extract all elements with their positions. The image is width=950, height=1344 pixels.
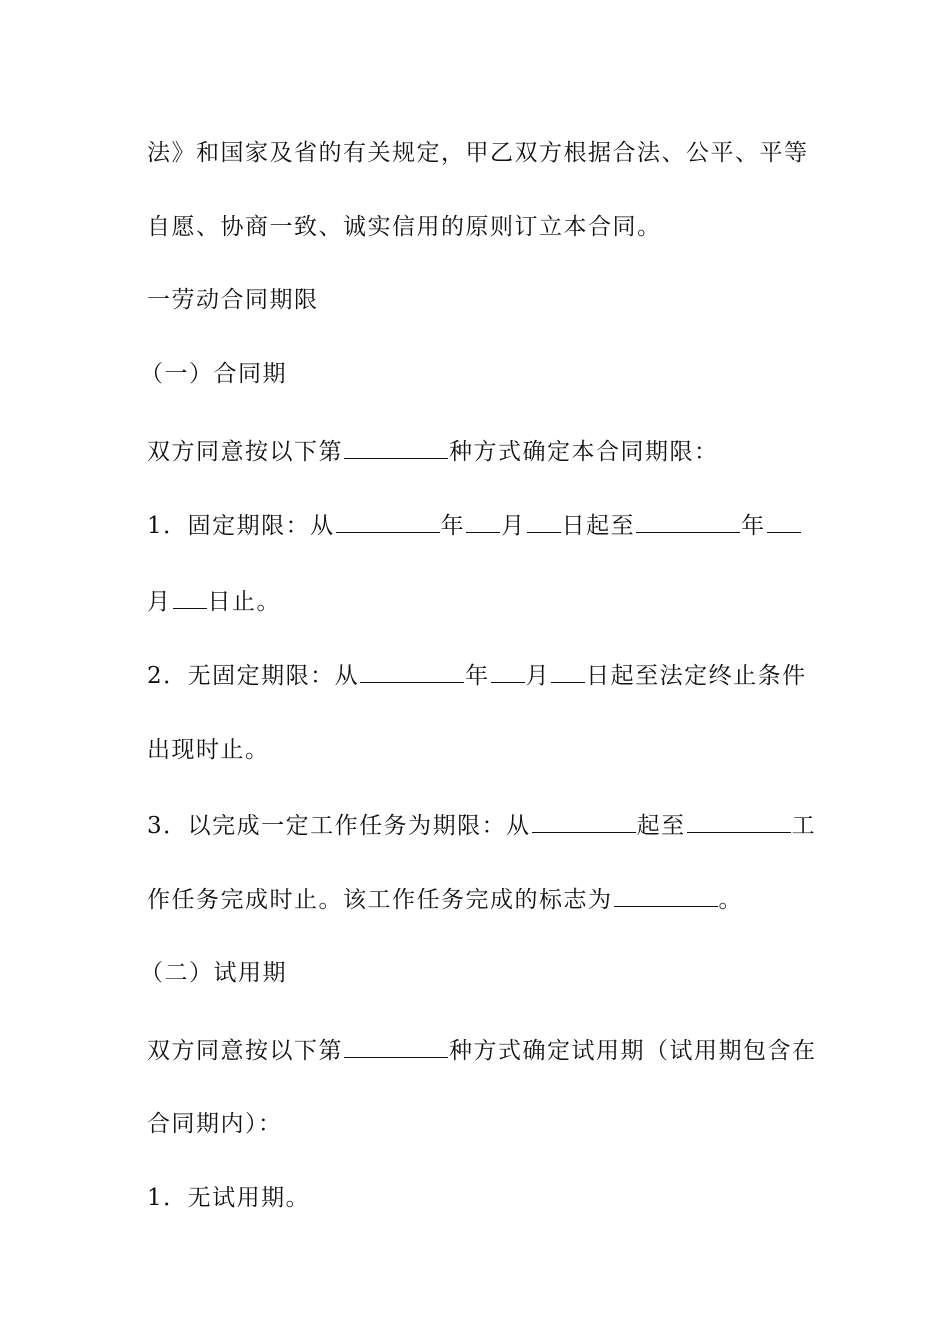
- text: 日止。: [207, 589, 281, 615]
- fill-in-blank[interactable]: [466, 510, 500, 533]
- section-heading: [147, 285, 319, 315]
- text: 自愿、协商一致、诚实信用的原则订立本合同。: [147, 214, 662, 240]
- text: 年: [741, 513, 766, 539]
- fill-in-blank[interactable]: [767, 510, 801, 533]
- paragraph-line: [147, 735, 270, 765]
- text: 日起至法定终止条件: [586, 663, 807, 689]
- text: 种方式确定试用期（试用期包含在: [449, 1038, 817, 1064]
- fill-in-blank[interactable]: [360, 660, 464, 683]
- subsection-heading: [140, 359, 287, 389]
- text: （二）试用期: [140, 960, 287, 986]
- text: 月: [525, 663, 551, 689]
- text: 。: [718, 887, 743, 913]
- text: 月: [147, 589, 172, 615]
- text: 合同期内）：: [147, 1111, 283, 1137]
- paragraph-line: [147, 586, 281, 617]
- text: 2．无固定期限：从: [147, 663, 360, 689]
- list-item: [147, 810, 816, 841]
- text: 法》和国家及省的有关规定，甲乙双方根据合法、公平、平等: [147, 140, 809, 166]
- text: 起至: [636, 813, 686, 839]
- text: 年: [465, 663, 490, 689]
- fill-in-blank[interactable]: [491, 660, 525, 683]
- text: 一劳动合同期限: [147, 287, 319, 313]
- text: 种方式确定本合同期限：: [449, 439, 719, 465]
- subsection-heading: [140, 958, 287, 988]
- list-item: [147, 1183, 310, 1213]
- fill-in-blank[interactable]: [614, 884, 718, 907]
- text: 1．固定期限：从: [147, 513, 335, 539]
- paragraph-line: [147, 884, 743, 915]
- text: 年: [440, 513, 466, 539]
- fill-in-blank[interactable]: [532, 810, 636, 833]
- list-item: [147, 660, 807, 691]
- text: 1．无试用期。: [147, 1185, 311, 1211]
- fill-in-blank[interactable]: [636, 510, 740, 533]
- paragraph-line: [147, 138, 809, 168]
- text: 作任务完成时止。该工作任务完成的标志为: [147, 887, 613, 913]
- fill-in-blank[interactable]: [527, 510, 561, 533]
- paragraph-line: [147, 1109, 283, 1139]
- text: 工: [791, 813, 817, 839]
- text: 双方同意按以下第: [147, 439, 343, 465]
- text: 月: [501, 513, 526, 539]
- paragraph-line: [147, 436, 719, 467]
- text: 日起至: [561, 513, 636, 539]
- fill-in-blank[interactable]: [336, 510, 440, 533]
- fill-in-blank[interactable]: [344, 436, 448, 459]
- fill-in-blank[interactable]: [173, 586, 207, 609]
- fill-in-blank[interactable]: [551, 660, 585, 683]
- paragraph-line: [147, 212, 662, 242]
- text: 3．以完成一定工作任务为期限：从: [147, 813, 531, 839]
- fill-in-blank[interactable]: [344, 1035, 448, 1058]
- paragraph-line: [147, 1035, 817, 1066]
- text: 出现时止。: [147, 737, 270, 763]
- fill-in-blank[interactable]: [687, 810, 791, 833]
- text: 双方同意按以下第: [147, 1038, 343, 1064]
- list-item: [147, 510, 802, 541]
- text: （一）合同期: [140, 361, 287, 387]
